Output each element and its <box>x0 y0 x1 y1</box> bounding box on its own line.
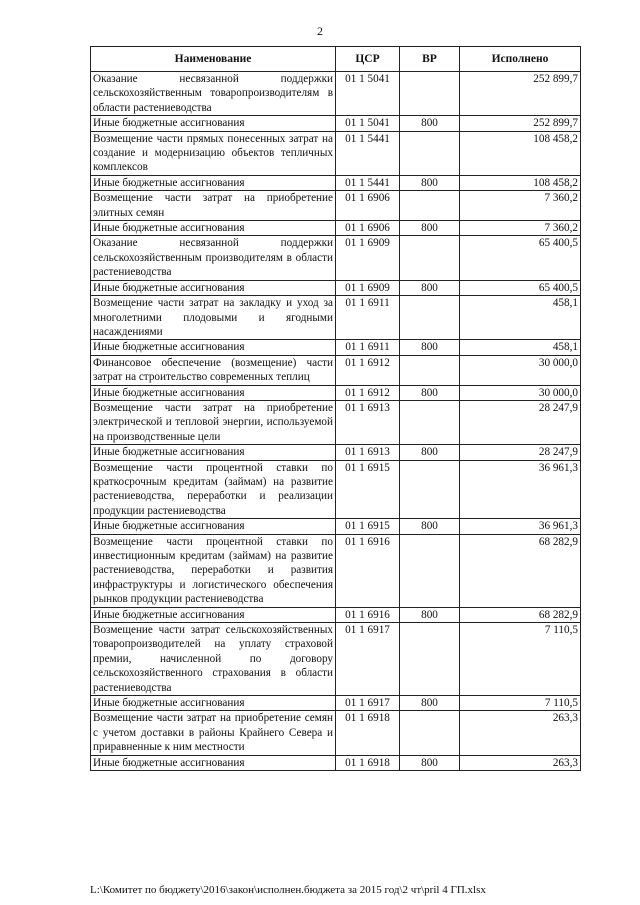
table-row <box>91 340 581 355</box>
cell-csr: 01 1 6911 <box>336 340 400 355</box>
cell-amount: 36 961,3 <box>460 460 581 519</box>
cell-name: Возмещение части затрат сельскохозяйственных товаропроизводителей на уплату страховой премии, начисленной по договору сельскохозяйственного страхования в области растениеводства <box>91 623 336 696</box>
cell-amount: 7 110,5 <box>460 623 581 696</box>
cell-name: Иные бюджетные ассигнования <box>91 755 336 770</box>
cell-vr: 800 <box>400 755 460 770</box>
cell-csr: 01 1 6915 <box>336 519 400 534</box>
cell-amount: 65 400,5 <box>460 236 581 280</box>
cell-name: Возмещение части затрат на приобретение элитных семян <box>91 191 336 221</box>
table-row <box>91 191 581 221</box>
table-row <box>91 280 581 295</box>
cell-vr <box>400 72 460 116</box>
table-row <box>91 236 581 280</box>
cell-amount: 28 247,9 <box>460 400 581 444</box>
cell-amount: 68 282,9 <box>460 534 581 607</box>
table-row <box>91 72 581 116</box>
table-row <box>91 696 581 711</box>
cell-vr: 800 <box>400 175 460 190</box>
table-row <box>91 445 581 460</box>
cell-amount: 7 360,2 <box>460 221 581 236</box>
header-done: Исполнено <box>460 47 581 72</box>
cell-amount: 458,1 <box>460 296 581 340</box>
cell-vr: 800 <box>400 116 460 131</box>
cell-name: Возмещение части процентной ставки по краткосрочным кредитам (займам) на развитие растениеводства, переработки и реализации продукции растениеводства <box>91 460 336 519</box>
cell-vr: 800 <box>400 607 460 622</box>
cell-vr <box>400 131 460 175</box>
cell-csr: 01 1 6918 <box>336 711 400 755</box>
cell-name: Возмещение части затрат на приобретение семян с учетом доставки в районы Крайнего Севера и приравненные к ним местности <box>91 711 336 755</box>
table-row <box>91 519 581 534</box>
cell-name: Иные бюджетные ассигнования <box>91 280 336 295</box>
cell-name: Возмещение части затрат на приобретение электрической и тепловой энергии, используемой на производственные цели <box>91 400 336 444</box>
cell-vr <box>400 534 460 607</box>
cell-csr: 01 1 6909 <box>336 280 400 295</box>
cell-csr: 01 1 6911 <box>336 296 400 340</box>
cell-csr: 01 1 6918 <box>336 755 400 770</box>
cell-amount: 28 247,9 <box>460 445 581 460</box>
table-row <box>91 400 581 444</box>
cell-vr <box>400 191 460 221</box>
cell-vr <box>400 400 460 444</box>
cell-csr: 01 1 5041 <box>336 72 400 116</box>
cell-name: Иные бюджетные ассигнования <box>91 607 336 622</box>
cell-vr <box>400 711 460 755</box>
cell-vr <box>400 296 460 340</box>
cell-vr: 800 <box>400 280 460 295</box>
cell-csr: 01 1 6916 <box>336 607 400 622</box>
table-row <box>91 175 581 190</box>
cell-amount: 68 282,9 <box>460 607 581 622</box>
cell-amount: 36 961,3 <box>460 519 581 534</box>
cell-name: Возмещение части затрат на закладку и уход за многолетними плодовыми и ягодными насаждениями <box>91 296 336 340</box>
cell-csr: 01 1 6916 <box>336 534 400 607</box>
cell-name: Оказание несвязанной поддержки сельскохозяйственным производителям в области растениеводства <box>91 236 336 280</box>
table-row <box>91 296 581 340</box>
header-name: Наименование <box>91 47 336 72</box>
cell-vr: 800 <box>400 385 460 400</box>
cell-vr <box>400 355 460 385</box>
cell-vr: 800 <box>400 221 460 236</box>
cell-vr <box>400 623 460 696</box>
cell-name: Возмещение части процентной ставки по инвестиционным кредитам (займам) на развитие растениеводства, переработки и развития инфраструктуры и логистического обеспечения рынков продукции растениеводства <box>91 534 336 607</box>
cell-csr: 01 1 6912 <box>336 385 400 400</box>
cell-name: Иные бюджетные ассигнования <box>91 445 336 460</box>
cell-amount: 263,3 <box>460 711 581 755</box>
cell-vr <box>400 460 460 519</box>
cell-amount: 252 899,7 <box>460 72 581 116</box>
cell-vr <box>400 236 460 280</box>
cell-csr: 01 1 5441 <box>336 175 400 190</box>
table-row <box>91 623 581 696</box>
cell-name: Возмещение части прямых понесенных затрат на создание и модернизацию объектов тепличных комплексов <box>91 131 336 175</box>
cell-name: Иные бюджетные ассигнования <box>91 385 336 400</box>
table-row <box>91 221 581 236</box>
cell-amount: 108 458,2 <box>460 175 581 190</box>
cell-csr: 01 1 6913 <box>336 445 400 460</box>
cell-csr: 01 1 5441 <box>336 131 400 175</box>
cell-vr: 800 <box>400 696 460 711</box>
cell-name: Иные бюджетные ассигнования <box>91 519 336 534</box>
cell-csr: 01 1 5041 <box>336 116 400 131</box>
cell-amount: 30 000,0 <box>460 385 581 400</box>
cell-vr: 800 <box>400 340 460 355</box>
cell-vr: 800 <box>400 445 460 460</box>
cell-amount: 252 899,7 <box>460 116 581 131</box>
file-path-footer: L:\Комитет по бюджету\2016\закон\исполнен.бюджета за 2015 год\2 чт\pril 4 ГП.xlsx <box>90 884 486 896</box>
cell-csr: 01 1 6906 <box>336 221 400 236</box>
cell-name: Иные бюджетные ассигнования <box>91 116 336 131</box>
table-row <box>91 755 581 770</box>
cell-csr: 01 1 6909 <box>336 236 400 280</box>
cell-csr: 01 1 6917 <box>336 696 400 711</box>
table-row <box>91 534 581 607</box>
cell-name: Оказание несвязанной поддержки сельскохозяйственным товаропроизводителям в области растениеводства <box>91 72 336 116</box>
cell-vr: 800 <box>400 519 460 534</box>
budget-table <box>90 46 581 771</box>
table-row <box>91 116 581 131</box>
table-row <box>91 460 581 519</box>
cell-amount: 65 400,5 <box>460 280 581 295</box>
table-row <box>91 355 581 385</box>
table-row <box>91 711 581 755</box>
table-header-row <box>91 47 581 72</box>
table-row <box>91 131 581 175</box>
cell-csr: 01 1 6906 <box>336 191 400 221</box>
cell-csr: 01 1 6912 <box>336 355 400 385</box>
cell-name: Финансовое обеспечение (возмещение) части затрат на строительство современных теплиц <box>91 355 336 385</box>
cell-name: Иные бюджетные ассигнования <box>91 175 336 190</box>
cell-amount: 108 458,2 <box>460 131 581 175</box>
cell-csr: 01 1 6913 <box>336 400 400 444</box>
cell-name: Иные бюджетные ассигнования <box>91 221 336 236</box>
cell-csr: 01 1 6917 <box>336 623 400 696</box>
cell-csr: 01 1 6915 <box>336 460 400 519</box>
page-number: 2 <box>317 24 323 38</box>
cell-amount: 30 000,0 <box>460 355 581 385</box>
cell-amount: 263,3 <box>460 755 581 770</box>
cell-amount: 7 110,5 <box>460 696 581 711</box>
header-csr: ЦСР <box>336 47 400 72</box>
table-row <box>91 607 581 622</box>
header-vr: ВР <box>400 47 460 72</box>
cell-name: Иные бюджетные ассигнования <box>91 696 336 711</box>
cell-amount: 458,1 <box>460 340 581 355</box>
cell-name: Иные бюджетные ассигнования <box>91 340 336 355</box>
table-row <box>91 385 581 400</box>
cell-amount: 7 360,2 <box>460 191 581 221</box>
